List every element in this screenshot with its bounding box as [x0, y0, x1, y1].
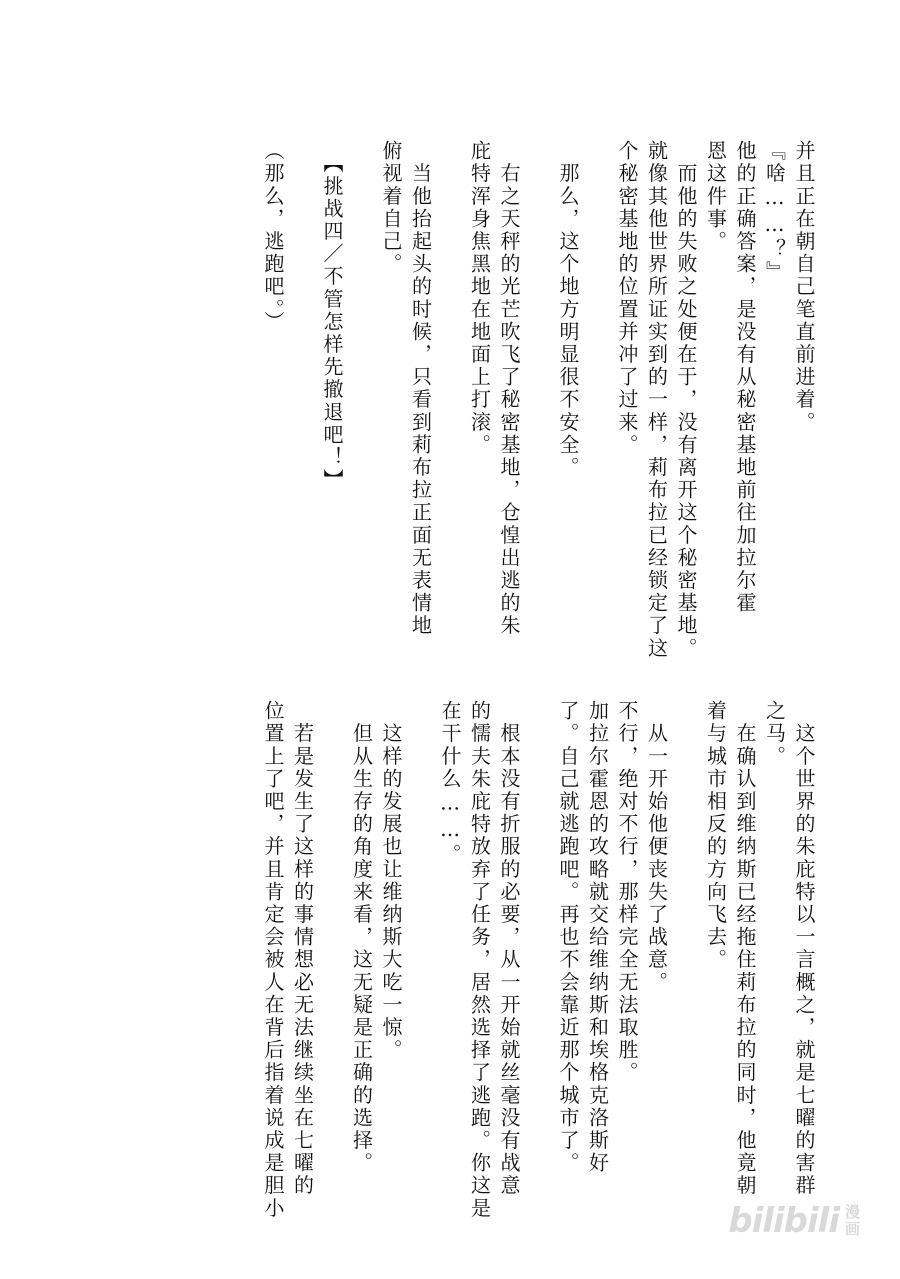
- text-line: 若是发生了这样的事情想必无法继续坐在七曜的: [290, 700, 315, 1198]
- paragraph-gap: [287, 140, 317, 141]
- text-line: 那么，这个地方明显很不安全。: [556, 140, 580, 479]
- text-line: 在确认到维纳斯已经拖住莉布拉的同时，他竟朝: [733, 700, 757, 1198]
- text-line: （那么，逃跑吧。）: [261, 140, 285, 334]
- paragraph-gap: [582, 140, 612, 141]
- text-line: 右之天秤的光芒吹飞了秘密基地，仓惶出逃的朱: [497, 140, 521, 638]
- text-line: 并且正在朝自己笔直前进着。: [792, 140, 816, 434]
- text-line: 但从生存的角度来看，这无疑是正确的选择。: [349, 700, 374, 1175]
- paragraph-gap: [346, 140, 376, 141]
- text-line: 这个世界的朱庇特以一言概之，就是七曜的害群: [792, 700, 816, 1198]
- watermark-logo: bilibili: [728, 1201, 839, 1241]
- text-line: 就像其他世界所证实到的一样，莉布拉已经锁定了这: [644, 140, 669, 660]
- text-line: 位置上了吧，并且肯定会被人在背后指着说成是胆小: [261, 700, 285, 1220]
- paragraph-gap: [405, 700, 435, 701]
- watermark-sub-2: 画: [844, 1220, 860, 1238]
- text-line: 恩这件事。: [703, 140, 728, 253]
- bilibili-manga-watermark: [728, 1201, 860, 1241]
- paragraph-gap: [671, 700, 701, 701]
- upper-text-block: [258, 140, 819, 660]
- text-line: 俯视着自己。: [379, 140, 403, 276]
- text-line: 根本没有折服的必要，从一开始就丝毫没有战意: [497, 700, 521, 1198]
- text-line: 不行，绝对不行，那样完全无法取胜。: [615, 700, 639, 1085]
- text-line: 了。自己就逃跑吧。再也不会靠近那个城市了。: [556, 700, 580, 1175]
- paragraph-gap: [523, 140, 553, 141]
- text-line: 在干什么……。: [438, 700, 462, 867]
- text-line: 个秘密基地的位置并冲了过来。: [615, 140, 639, 457]
- text-line: 『啥……？』: [762, 140, 787, 284]
- text-line: 而他的失败之处便在于，没有离开这个秘密基地。: [674, 140, 698, 660]
- text-line: 【挑战四／不管怎样先撤退吧！】: [320, 140, 344, 492]
- text-line: 从一开始他便丧失了战意。: [644, 700, 669, 994]
- watermark-sub: [845, 1204, 860, 1238]
- text-line: 着与城市相反的方向飞去。: [703, 700, 728, 972]
- text-line: 这样的发展也让维纳斯大吃一惊。: [379, 700, 403, 1062]
- lower-text-block: [258, 700, 819, 1220]
- paragraph-gap: [435, 140, 465, 141]
- text-line: 之马。: [762, 700, 787, 768]
- paragraph-gap: [317, 700, 347, 701]
- text-line: 的懦夫朱庇特放弃了任务，居然选择了逃跑。你这是: [467, 700, 492, 1220]
- text-line: 加拉尔霍恩的攻略就交给维纳斯和埃格克洛斯好: [585, 700, 610, 1175]
- text-line: 当他抬起头的时候，只看到莉布拉正面无表情地: [408, 140, 433, 638]
- text-line: 庇特浑身焦黑地在地面上打滚。: [467, 140, 492, 457]
- paragraph-gap: [523, 700, 553, 701]
- text-line: 他的正确答案，是没有从秘密基地前往加拉尔霍: [733, 140, 757, 615]
- watermark-sub-1: 漫: [844, 1203, 860, 1221]
